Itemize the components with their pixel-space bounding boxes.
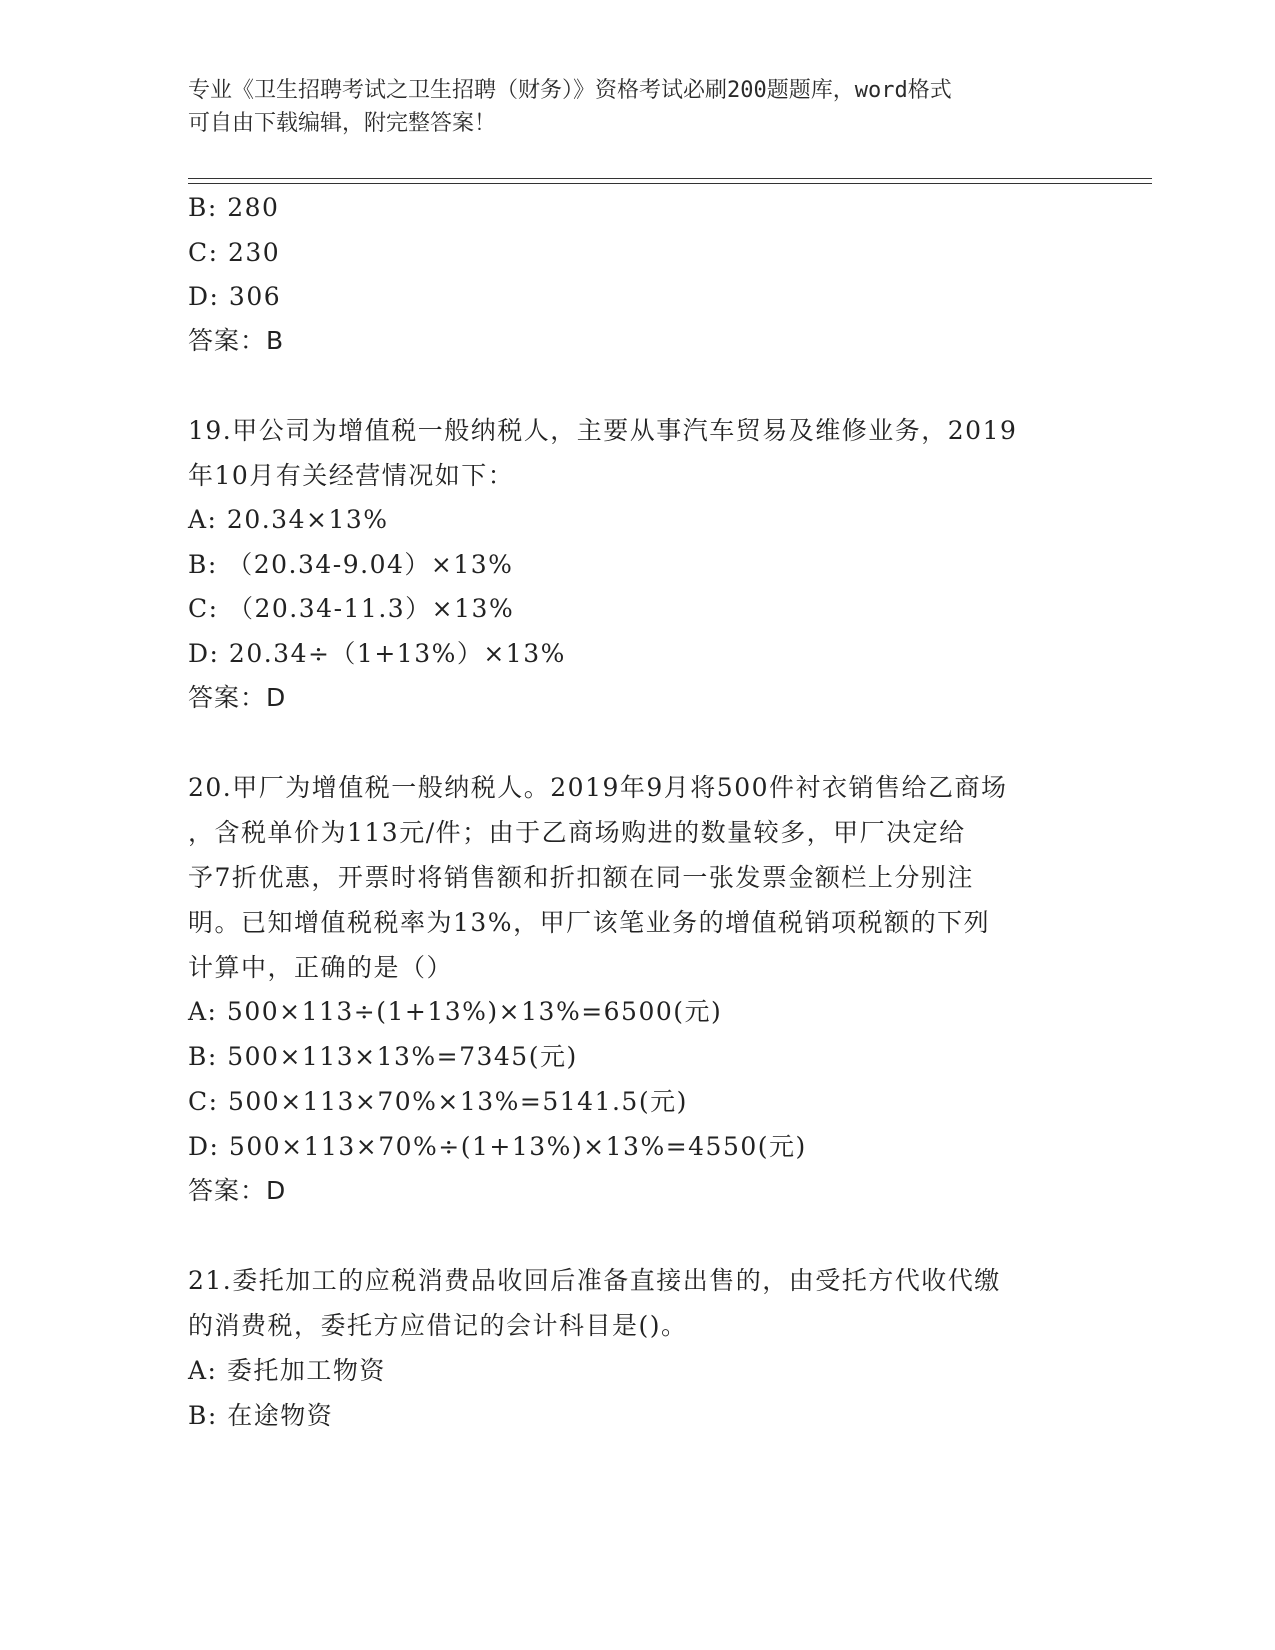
q20-option-c: C: 500×113×70%×13%=5141.5(元) [188,1087,688,1116]
q19-option-c: C: （20.34-11.3）×13% [188,594,515,623]
q18-option-c: C: 230 [188,238,281,267]
q20-stem-line2: ，含税单价为113元/件；由于乙商场购进的数量较多，甲厂决定给 [188,818,966,847]
q19-stem-line1: 19.甲公司为增值税一般纳税人，主要从事汽车贸易及维修业务，2019 [188,416,1018,445]
q18-option-d: D: 306 [188,282,282,311]
q21-stem-line1: 21.委托加工的应税消费品收回后准备直接出售的，由受托方代收代缴 [188,1266,1001,1295]
q20-stem-line5: 计算中，正确的是（） [188,953,454,982]
header-divider-bottom [188,183,1152,184]
document-header [188,74,1088,140]
q19-option-d: D: 20.34÷（1+13%）×13% [188,639,566,668]
q20-option-b: B: 500×113×13%=7345(元) [188,1042,578,1071]
header-title-line1: 专业《卫生招聘考试之卫生招聘（财务）》资格考试必刷200题题库，word格式 [188,78,952,103]
q18-option-b: B: 280 [188,193,280,222]
q20-option-a: A: 500×113÷(1+13%)×13%=6500(元) [188,997,723,1026]
q18-answer: 答案：B [188,326,285,355]
q20-answer: 答案：D [188,1176,287,1205]
q20-stem-line4: 明。已知增值税税率为13%，甲厂该笔业务的增值税销项税额的下列 [188,908,991,937]
header-title-line2: 可自由下载编辑，附完整答案！ [188,111,497,136]
q21-option-b: B: 在途物资 [188,1401,334,1430]
q19-stem-line2: 年10月有关经营情况如下： [188,461,515,490]
q21-stem-line2: 的消费税，委托方应借记的会计科目是()。 [188,1311,688,1340]
q21-option-a: A: 委托加工物资 [188,1356,386,1385]
header-divider-top [188,178,1152,179]
q19-option-b: B: （20.34-9.04）×13% [188,550,514,579]
q20-option-d: D: 500×113×70%÷(1+13%)×13%=4550(元) [188,1132,807,1161]
q20-stem-line3: 予7折优惠，开票时将销售额和折扣额在同一张发票金额栏上分别注 [188,863,974,892]
q20-stem-line1: 20.甲厂为增值税一般纳税人。2019年9月将500件衬衣销售给乙商场 [188,773,1008,802]
q19-answer: 答案：D [188,683,287,712]
q19-option-a: A: 20.34×13% [188,505,389,534]
